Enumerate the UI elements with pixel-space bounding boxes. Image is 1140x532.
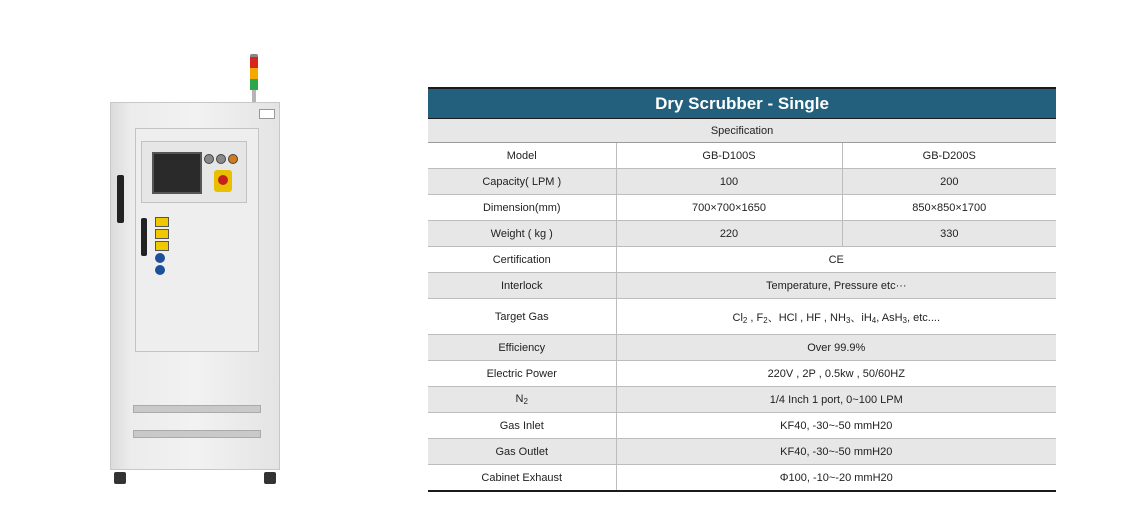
warning-label-2 — [155, 229, 169, 239]
table-row — [428, 361, 1056, 387]
row-label: Model — [428, 143, 616, 169]
selector-knob-2 — [216, 154, 226, 164]
ce-label-plate — [259, 109, 275, 119]
specification-header: Specification — [428, 119, 1056, 143]
table-row — [428, 439, 1056, 465]
model-1-value: 220 — [616, 221, 842, 247]
model-2-value: 200 — [842, 169, 1056, 195]
tower-light-red — [250, 57, 258, 68]
vent-slot-1 — [133, 405, 261, 413]
row-label: Cabinet Exhaust — [428, 465, 616, 492]
emergency-stop-button — [214, 170, 232, 192]
table-row — [428, 195, 1056, 221]
row-value: Φ100, -10~-20 mmH20 — [616, 465, 1056, 492]
info-label-1 — [155, 253, 165, 263]
table-row — [428, 169, 1056, 195]
row-label: Capacity( LPM ) — [428, 169, 616, 195]
row-label: Certification — [428, 247, 616, 273]
model-1-value: 700×700×1650 — [616, 195, 842, 221]
warning-label-1 — [155, 217, 169, 227]
spec-table — [428, 87, 1056, 492]
caster-right — [264, 472, 276, 484]
selector-knob-3 — [228, 154, 238, 164]
table-row — [428, 299, 1056, 335]
cabinet-body — [110, 102, 280, 470]
model-2-value: GB-D200S — [842, 143, 1056, 169]
warning-label-3 — [155, 241, 169, 251]
row-label: Electric Power — [428, 361, 616, 387]
row-label: Target Gas — [428, 299, 616, 335]
table-row — [428, 273, 1056, 299]
table-row — [428, 143, 1056, 169]
table-row — [428, 413, 1056, 439]
row-label: Interlock — [428, 273, 616, 299]
tower-light-amber — [250, 68, 258, 79]
row-label: Gas Outlet — [428, 439, 616, 465]
caster-left — [114, 472, 126, 484]
touch-screen — [152, 152, 202, 194]
model-2-value: 850×850×1700 — [842, 195, 1056, 221]
vent-slot-2 — [133, 430, 261, 438]
row-value: KF40, -30~-50 mmH20 — [616, 413, 1056, 439]
row-label: Dimension(mm) — [428, 195, 616, 221]
row-value: KF40, -30~-50 mmH20 — [616, 439, 1056, 465]
row-label: Efficiency — [428, 335, 616, 361]
row-value: Over 99.9% — [616, 335, 1056, 361]
table-row — [428, 387, 1056, 413]
target-gas-value: $Cl_2$ , $F_2$、HCl , HF , $NH_3$、$iH_4$, AsH$_3$, etc.... — [616, 299, 1056, 335]
door-latch — [141, 218, 147, 256]
table-row — [428, 335, 1056, 361]
row-value: 220V , 2P , 0.5kw , 50/60HZ — [616, 361, 1056, 387]
info-label-2 — [155, 265, 165, 275]
door-handle — [117, 175, 124, 223]
row-value: Temperature, Pressure etc··· — [616, 273, 1056, 299]
n2-label: $N_2$ — [428, 387, 616, 413]
row-value: CE — [616, 247, 1056, 273]
control-panel — [141, 141, 247, 203]
table-row — [428, 247, 1056, 273]
tower-light-green — [250, 79, 258, 90]
table-row — [428, 465, 1056, 492]
row-label: Gas Inlet — [428, 413, 616, 439]
table-title: Dry Scrubber - Single — [428, 88, 1056, 119]
selector-knob-1 — [204, 154, 214, 164]
row-value: 1/4 Inch 1 port, 0~100 LPM — [616, 387, 1056, 413]
table-row — [428, 221, 1056, 247]
model-2-value: 330 — [842, 221, 1056, 247]
model-1-value: 100 — [616, 169, 842, 195]
row-label: Weight ( kg ) — [428, 221, 616, 247]
dry-scrubber-cabinet-image — [100, 40, 290, 490]
model-1-value: GB-D100S — [616, 143, 842, 169]
